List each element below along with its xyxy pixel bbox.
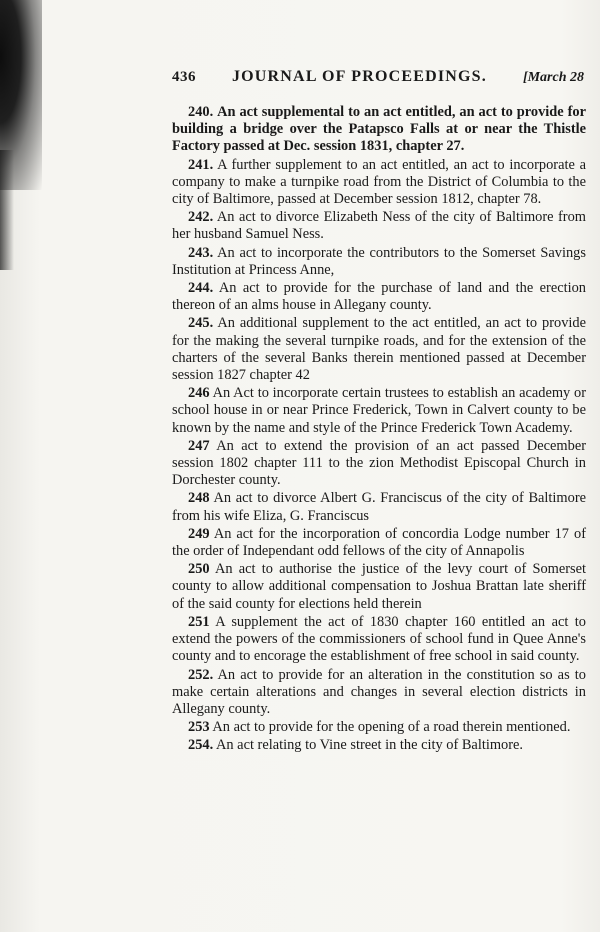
entry-240	[172, 104, 586, 156]
page-number: 436	[172, 69, 196, 85]
entry-246	[172, 385, 586, 437]
binding-shadow-lower	[0, 150, 14, 270]
entry-number: 245.	[188, 315, 214, 332]
header-date: [March 28	[522, 70, 584, 85]
entry-number: 240.	[188, 104, 214, 120]
entry-text: A further supplement to an act entitled, an act to incorporate a company to make a turnpike road from the District of Columbia to the city of Baltimore, passed at December session 1812, chapter 78.	[172, 156, 586, 208]
entry-245	[172, 315, 586, 384]
page-header	[172, 68, 584, 92]
entry-249	[172, 526, 586, 560]
entry-254	[172, 737, 586, 754]
entry-number: 246	[188, 385, 210, 402]
entry-253	[172, 719, 586, 736]
entry-number: 250	[188, 561, 210, 578]
entry-text: An act to incorporate the contributors to the Somerset Savings Institution at Princess Anne,	[172, 244, 586, 278]
entry-text: An act relating to Vine street in the city of Baltimore.	[216, 737, 523, 754]
entry-number: 242.	[188, 209, 214, 226]
entry-text: An additional supplement to the act entitled, an act to provide for the making the several turnpike roads, and for the extension of the charters of the several Banks therein mentioned passed at December session 1827 chapter 42	[172, 315, 586, 384]
entry-text: An act to provide for the opening of a road therein mentioned.	[212, 719, 571, 736]
entry-text: An act to authorise the justice of the levy court of Somerset county to allow additional compensation to Joshua Brattan late sheriff of the said county for elections held therein	[172, 561, 586, 612]
entry-244	[172, 280, 586, 314]
entry-text: An act to divorce Albert G. Franciscus of the city of Baltimore from his wife Eliza, G. Franciscus	[172, 490, 586, 524]
running-title: JOURNAL OF PROCEEDINGS.	[231, 68, 487, 85]
entry-number: 244.	[188, 280, 214, 297]
entry-241	[172, 157, 586, 209]
entries-list	[172, 104, 586, 756]
entry-text: An Act to incorporate certain trustees to establish an academy or school house in or near Prince Frederick, Town in Calvert county to be known by the name and style of the Prince Frederick Town Academy.	[172, 385, 586, 436]
entry-text: An act to extend the provision of an act passed December session 1802 chapter 111 to the zion Methodist Episcopal Church in Dorchester county.	[172, 437, 586, 489]
entry-number: 248	[188, 490, 210, 507]
entry-number: 249	[188, 525, 210, 542]
entry-number: 251	[188, 613, 210, 630]
entry-252	[172, 667, 586, 719]
entry-number: 254.	[188, 737, 214, 754]
entry-247	[172, 438, 586, 490]
entry-text: An act for the incorporation of concordia Lodge number 17 of the order of Independant odd fellows of the city of Annapolis	[172, 525, 586, 560]
entry-number: 243.	[188, 244, 214, 261]
entry-number: 253	[188, 719, 210, 736]
entry-number: 247	[188, 437, 210, 454]
entry-text: A supplement the act of 1830 chapter 160 entitled an act to extend the powers of the commissioners of school fund in Quee Anne's county and to encorage the establishment of free school in said county.	[172, 613, 586, 665]
entry-number: 252.	[188, 666, 214, 683]
entry-text: An act to provide for an alteration in the constitution so as to make certain alterations and changes in several election districts in Allegany county.	[172, 666, 586, 717]
entry-243	[172, 245, 586, 279]
entry-text: An act to provide for the purchase of land and the erection thereon of an alms house in Allegany county.	[172, 280, 586, 314]
entry-250	[172, 561, 586, 613]
entry-text: An act to divorce Elizabeth Ness of the city of Baltimore from her husband Samuel Ness.	[172, 209, 586, 243]
entry-251	[172, 614, 586, 666]
entry-number: 241.	[188, 156, 214, 173]
entry-text: An act supplemental to an act entitled, an act to provide for building a bridge over the Patapsco Falls at or near the Thistle Factory passed at Dec. session 1831, chapter 27.	[172, 104, 586, 155]
entry-242	[172, 209, 586, 243]
entry-248	[172, 490, 586, 524]
